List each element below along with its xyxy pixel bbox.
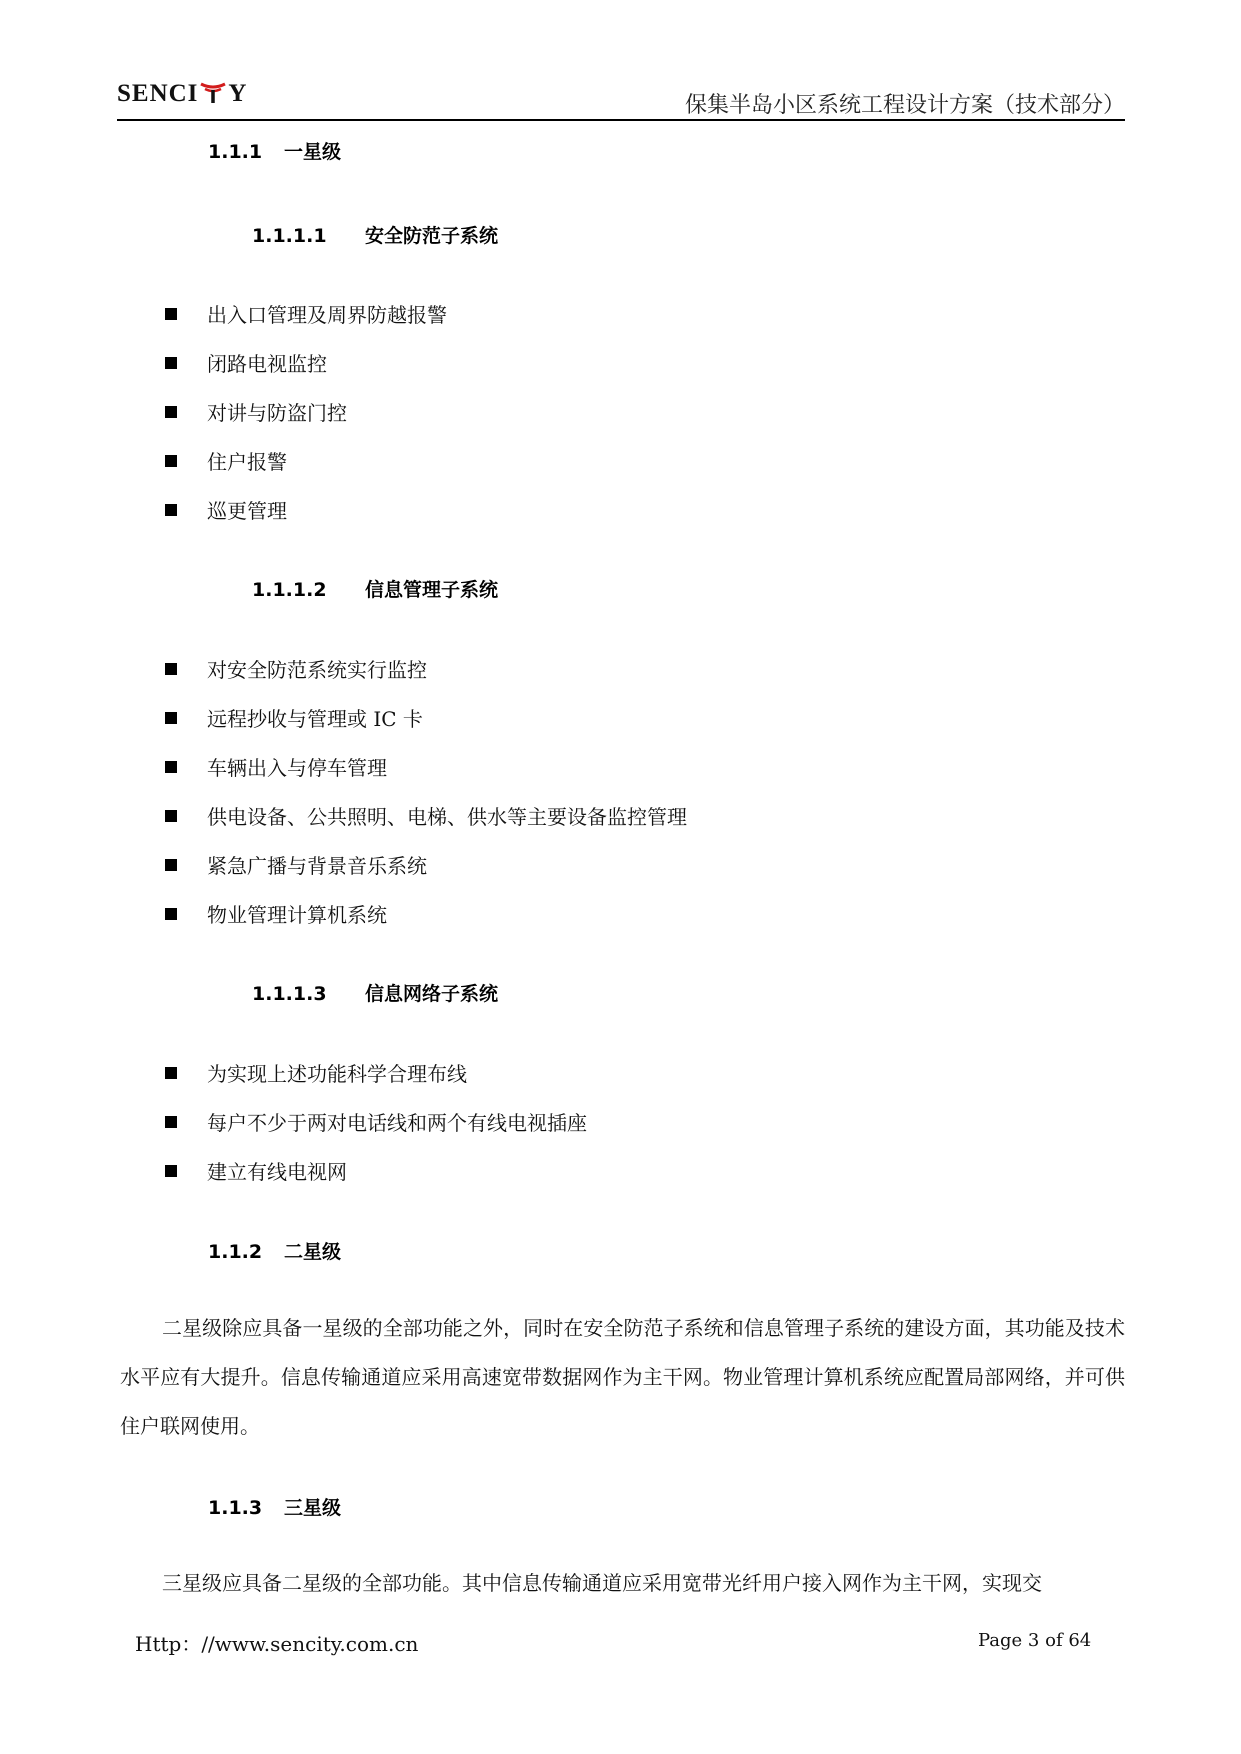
bullet-square-icon [165,1067,177,1079]
bullet-square-icon [165,455,177,467]
heading-number: 1.1.1.3 [252,983,327,1005]
list-item: 对讲与防盗门控 [165,397,347,426]
list-item: 紧急广播与背景音乐系统 [165,850,427,879]
heading-title: 信息网络子系统 [365,983,499,1005]
bullet-square-icon [165,308,177,320]
list-item: 巡更管理 [165,495,287,524]
heading-number: 1.1.2 [208,1241,263,1263]
bullet-square-icon [165,357,177,369]
footer-url: Http：//www.sencity.com.cn [135,1632,419,1656]
heading-1-1-3 [208,1493,341,1520]
heading-title: 安全防范子系统 [365,225,499,247]
company-logo [117,80,247,108]
paragraph-two-star: 二星级除应具备一星级的全部功能之外，同时在安全防范子系统和信息管理子系统的建设方面，其功能及技术水平应有大提升。信息传输通道应采用高速宽带数据网作为主干网。物业管理计算机系统应配置局部网络，并可供住户联网使用。 [120,1316,1125,1438]
list-item: 供电设备、公共照明、电梯、供水等主要设备监控管理 [165,801,687,830]
logo-antenna-icon [198,81,228,103]
bullet-square-icon [165,908,177,920]
list-item: 远程抄收与管理或 IC 卡 [165,703,423,732]
bullet-square-icon [165,406,177,418]
bullet-square-icon [165,504,177,516]
bullet-square-icon [165,859,177,871]
list-item: 车辆出入与停车管理 [165,752,387,781]
bullet-square-icon [165,1165,177,1177]
heading-title: 三星级 [284,1497,342,1519]
bullet-square-icon [165,810,177,822]
heading-title: 一星级 [284,141,342,163]
logo-text-post: Y [228,80,248,107]
bullet-square-icon [165,663,177,675]
list-item: 每户不少于两对电话线和两个有线电视插座 [165,1107,587,1136]
list-item: 建立有线电视网 [165,1156,347,1185]
heading-number: 1.1.3 [208,1497,263,1519]
list-item: 闭路电视监控 [165,348,327,377]
heading-number: 1.1.1.2 [252,579,327,601]
bullet-square-icon [165,761,177,773]
bullet-square-icon [165,712,177,724]
heading-number: 1.1.1 [208,141,263,163]
list-item: 出入口管理及周界防越报警 [165,299,447,328]
list-item: 住户报警 [165,446,287,475]
heading-1-1-1-3 [252,979,498,1006]
header-title: 保集半岛小区系统工程设计方案（技术部分） [684,93,1125,118]
list-item: 物业管理计算机系统 [165,899,387,928]
heading-1-1-2 [208,1237,341,1264]
heading-1-1-1-2 [252,575,498,602]
heading-title: 信息管理子系统 [365,579,499,601]
list-item: 为实现上述功能科学合理布线 [165,1058,467,1087]
heading-title: 二星级 [284,1241,342,1263]
heading-1-1-1 [208,137,341,164]
paragraph-three-star: 三星级应具备二星级的全部功能。其中信息传输通道应采用宽带光纤用户接入网作为主干网，实现交 [162,1571,1042,1595]
page-number: Page 3 of 64 [978,1630,1092,1651]
logo-text-pre: SENCI [117,80,199,107]
heading-1-1-1-1 [252,221,498,248]
heading-number: 1.1.1.1 [252,225,327,247]
bullet-square-icon [165,1116,177,1128]
list-item: 对安全防范系统实行监控 [165,654,427,683]
header-divider [117,119,1125,121]
